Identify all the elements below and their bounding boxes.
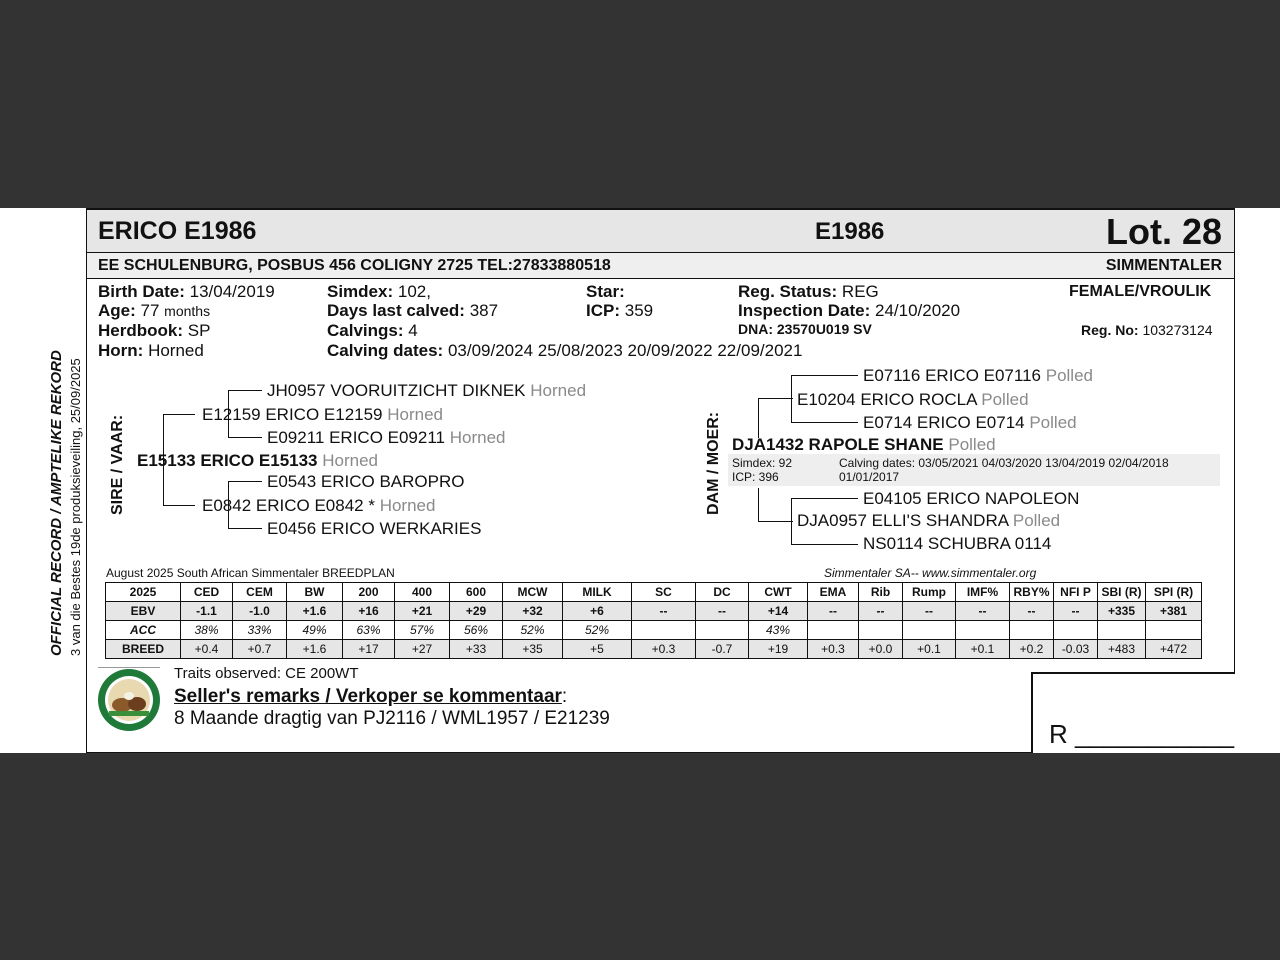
star-label: Star: [586, 282, 625, 301]
table-cell [859, 621, 903, 640]
title-bar [87, 210, 1234, 253]
dam-dam-sire: E04105 ERICO NAPOLEON [863, 489, 1080, 508]
sire-sire: E12159 ERICO E12159 Horned [202, 405, 444, 424]
table-cell: +0.2 [1010, 640, 1054, 659]
days-last-calved: Days last calved: 387 [327, 301, 499, 320]
breedplan-caption: August 2025 South African Simmentaler BREEDPLAN [106, 566, 395, 580]
reg-status: Reg. Status: REG [738, 282, 879, 301]
table-cell: +1.6 [287, 640, 343, 659]
dam-sire-dam: E0714 ERICO E0714 Polled [863, 413, 1077, 432]
table-cell: +0.0 [859, 640, 903, 659]
sire-dam-dam: E0456 ERICO WERKARIES [267, 519, 482, 538]
official-record-title: OFFICIAL RECORD / AMPTELIKE REKORD [48, 350, 65, 656]
sire-sire-dam: E09211 ERICO E09211 Horned [267, 428, 506, 447]
dam-label: DAM / MOER: [705, 411, 722, 515]
table-cell: -- [696, 602, 749, 621]
table-cell: +16 [343, 602, 395, 621]
icp: ICP: 359 [586, 301, 654, 320]
owner-info: EE SCHULENBURG, POSBUS 456 COLIGNY 2725 TEL:27833880518 [98, 257, 611, 274]
table-cell: +381 [1146, 602, 1202, 621]
table-cell: +29 [450, 602, 503, 621]
table-cell: 57% [395, 621, 450, 640]
table-cell: +33 [450, 640, 503, 659]
sire-dam-sire: E0543 ERICO BAROPRO [267, 472, 465, 491]
sire-branch-bottom [163, 505, 195, 506]
dd-branch-top [791, 498, 858, 499]
table-cell: -- [1010, 602, 1054, 621]
table-cell: +14 [749, 602, 808, 621]
sd-branch-bottom [228, 528, 262, 529]
table-cell: DC [696, 583, 749, 602]
owner-bar [87, 253, 1234, 279]
dam-info-box [728, 454, 1220, 486]
table-cell: +0.1 [903, 640, 956, 659]
age: Age: 77 months [98, 301, 211, 320]
table-cell: +483 [1098, 640, 1146, 659]
table-cell: +1.6 [287, 602, 343, 621]
ds-bracket [791, 375, 792, 422]
remarks-heading: Seller's remarks / Verkoper se kommentaar: [174, 686, 568, 707]
sex: FEMALE/VROULIK [1069, 283, 1212, 300]
table-cell [1146, 621, 1202, 640]
table-cell: MILK [563, 583, 632, 602]
dna-info: DNA: 23570U019 SV [738, 321, 872, 337]
official-record-label [48, 296, 100, 656]
ds-branch-top [791, 375, 858, 376]
dam-sire: E10204 ERICO ROCLA Polled [797, 390, 1029, 409]
table-cell: CEM [233, 583, 287, 602]
calving-dates: Calving dates: 03/09/2024 25/08/2023 20/09/2022 22/09/2021 [327, 341, 803, 360]
breed-row [106, 640, 1202, 659]
horn-status: Horn: Horned [98, 341, 204, 360]
reg-number: Reg. No: 103273124 [1081, 322, 1213, 338]
table-cell: +0.4 [181, 640, 233, 659]
table-cell: +0.3 [632, 640, 696, 659]
dd-bracket [791, 498, 792, 544]
table-cell: 52% [503, 621, 563, 640]
remarks-text: 8 Maande dragtig van PJ2116 / WML1957 / E21239 [174, 708, 610, 729]
table-cell: +17 [343, 640, 395, 659]
table-cell: 38% [181, 621, 233, 640]
dd-branch-bottom [791, 544, 858, 545]
table-cell [1098, 621, 1146, 640]
table-cell: -- [903, 602, 956, 621]
dam-simdex: Simdex: 92 [732, 456, 793, 470]
table-cell: +27 [395, 640, 450, 659]
table-cell: Rib [859, 583, 903, 602]
table-cell: +0.1 [956, 640, 1010, 659]
dam-bracket-top [758, 398, 759, 438]
lot-number: Lot. 28 [1105, 211, 1222, 252]
table-cell [696, 621, 749, 640]
dam-branch-top [758, 398, 793, 399]
inspection-date: Inspection Date: 24/10/2020 [738, 301, 961, 320]
table-cell [903, 621, 956, 640]
animal-name: ERICO E1986 [98, 217, 257, 245]
simmentaler-logo-icon [97, 668, 161, 732]
table-cell: -- [1054, 602, 1098, 621]
dam-calving-dates: Calving dates: 03/05/2021 04/03/2020 13/04/2019 02/04/2018 [839, 456, 1169, 470]
dam-calving-dates-2: 01/01/2017 [839, 470, 900, 484]
table-cell: +6 [563, 602, 632, 621]
table-cell: CWT [749, 583, 808, 602]
calvings: Calvings: 4 [327, 321, 418, 340]
price-box [1031, 672, 1235, 753]
table-cell: 600 [450, 583, 503, 602]
table-cell [1054, 621, 1098, 640]
table-cell [632, 621, 696, 640]
ebv-row [106, 602, 1202, 621]
sire-label: SIRE / VAAR: [109, 414, 126, 515]
table-cell: +472 [1146, 640, 1202, 659]
table-cell: MCW [503, 583, 563, 602]
breed-name: SIMMENTALER [1105, 257, 1222, 274]
table-cell [1010, 621, 1054, 640]
sire-branch-top [163, 414, 195, 415]
table-cell: ACC [106, 621, 181, 640]
table-cell: 400 [395, 583, 450, 602]
table-cell: RBY% [1010, 583, 1054, 602]
simdex: Simdex: 102, [327, 282, 431, 301]
traits-observed: Traits observed: CE 200WT [174, 665, 359, 682]
birth-date: Birth Date: 13/04/2019 [98, 282, 275, 301]
table-cell: BW [287, 583, 343, 602]
table-cell: -- [956, 602, 1010, 621]
table-cell: -- [632, 602, 696, 621]
table-cell: 52% [563, 621, 632, 640]
dam-dam-dam: NS0114 SCHUBRA 0114 [863, 534, 1052, 553]
dam-icp: ICP: 396 [732, 470, 779, 484]
table-cell: 49% [287, 621, 343, 640]
table-cell: CED [181, 583, 233, 602]
table-cell: 2025 [106, 583, 181, 602]
dam-branch-bottom [758, 521, 793, 522]
sd-branch-top [228, 481, 262, 482]
sire-name: E15133 ERICO E15133 Horned [137, 451, 379, 470]
herdbook: Herdbook: SP [98, 321, 211, 340]
table-cell: +335 [1098, 602, 1146, 621]
table-cell: +21 [395, 602, 450, 621]
table-cell: 56% [450, 621, 503, 640]
table-cell: +5 [563, 640, 632, 659]
sire-dam: E0842 ERICO E0842 * Horned [202, 496, 436, 515]
sire-sire-sire: JH0957 VOORUITZICHT DIKNEK Horned [267, 381, 587, 400]
animal-id: E1986 [815, 218, 885, 245]
table-cell: -1.1 [181, 602, 233, 621]
breedplan-website: Simmentaler SA-- www.simmentaler.org [824, 566, 1037, 580]
table-cell: BREED [106, 640, 181, 659]
table-cell: Rump [903, 583, 956, 602]
table-cell: -0.03 [1054, 640, 1098, 659]
ds-branch-bottom [791, 422, 858, 423]
dam-name: DJA1432 RAPOLE SHANE Polled [732, 435, 996, 454]
table-cell: +32 [503, 602, 563, 621]
table-cell: EMA [808, 583, 859, 602]
dam-bracket-bottom [758, 488, 759, 521]
table-cell: +0.3 [808, 640, 859, 659]
sale-name: 3 van die Bestes 19de produksieveiling, 25/09/2025 [68, 358, 83, 656]
table-cell: -- [859, 602, 903, 621]
table-cell: -1.0 [233, 602, 287, 621]
table-cell: -0.7 [696, 640, 749, 659]
table-cell: 43% [749, 621, 808, 640]
table-cell: EBV [106, 602, 181, 621]
table-cell [808, 621, 859, 640]
table-cell: SC [632, 583, 696, 602]
dam-sire-sire: E07116 ERICO E07116 Polled [863, 366, 1093, 385]
table-cell: NFI P [1054, 583, 1098, 602]
table-cell: +0.7 [233, 640, 287, 659]
table-cell: -- [808, 602, 859, 621]
dam-dam: DJA0957 ELLI'S SHANDRA Polled [797, 511, 1061, 530]
price-field: R ___________ [1049, 719, 1235, 749]
ss-branch-top [228, 390, 262, 391]
table-cell: +35 [503, 640, 563, 659]
ebv-header-row [106, 583, 1202, 602]
table-cell [956, 621, 1010, 640]
acc-row [106, 621, 1202, 640]
table-cell: SBI (R) [1098, 583, 1146, 602]
ebv-table [105, 582, 1202, 659]
table-cell: 63% [343, 621, 395, 640]
table-cell: IMF% [956, 583, 1010, 602]
table-cell: 33% [233, 621, 287, 640]
table-cell: +19 [749, 640, 808, 659]
table-cell: 200 [343, 583, 395, 602]
table-cell: SPI (R) [1146, 583, 1202, 602]
ss-branch-bottom [228, 437, 262, 438]
